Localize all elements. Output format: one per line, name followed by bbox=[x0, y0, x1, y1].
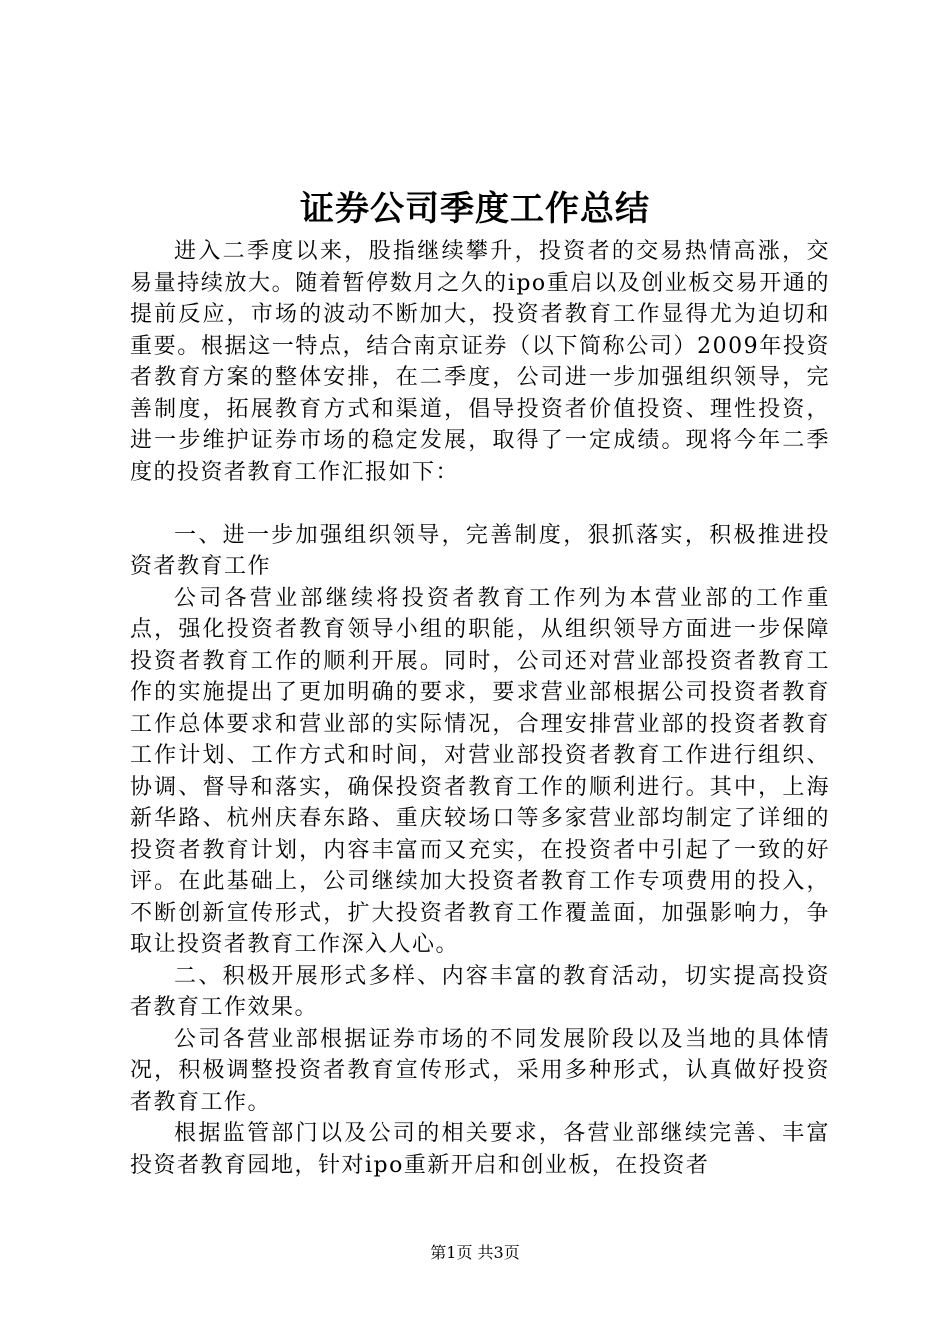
paragraph-intro: 进入二季度以来，股指继续攀升，投资者的交易热情高涨，交易量持续放大。随着暂停数月之久的ipo重启以及创业板交易开通的提前反应，市场的波动不断加大，投资者教育工作显得尤为迫切和重要。根据这一特点，结合南京证券（以下简称公司）2009年投资者教育方案的整体安排，在二季度，公司进一步加强组织领导，完善制度，拓展教育方式和渠道，倡导投资者价值投资、理性投资，进一步维护证券市场的稳定发展，取得了一定成绩。现将今年二季度的投资者教育工作汇报如下： bbox=[130, 239, 830, 485]
document-body bbox=[130, 236, 830, 1181]
document-title: 证券公司季度工作总结 bbox=[300, 189, 650, 229]
paragraph-section-1: 公司各营业部继续将投资者教育工作列为本营业部的工作重点，强化投资者教育领导小组的职能，从组织领导方面进一步保障投资者教育工作的顺利开展。同时，公司还对营业部投资者教育工作的实施提出了更加明确的要求，要求营业部根据公司投资者教育工作总体要求和营业部的实际情况，合理安排营业部的投资者教育工作计划、工作方式和时间，对营业部投资者教育工作进行组织、协调、督导和落实，确保投资者教育工作的顺利进行。其中，上海新华路、杭州庆春东路、重庆较场口等多家营业部均制定了详细的投资者教育计划，内容丰富而又充实，在投资者中引起了一致的好评。在此基础上，公司继续加大投资者教育工作专项费用的投入，不断创新宣传形式，扩大投资者教育工作覆盖面，加强影响力，争取让投资者教育工作深入人心。 bbox=[130, 585, 830, 957]
section-heading-1: 一、进一步加强组织领导，完善制度，狠抓落实，积极推进投资者教育工作 bbox=[130, 522, 830, 579]
section-heading-2: 二、积极开展形式多样、内容丰富的教育活动，切实提高投资者教育工作效果。 bbox=[130, 963, 830, 1020]
paragraph-section-2b: 根据监管部门以及公司的相关要求，各营业部继续完善、丰富投资者教育园地，针对ipo重新开启和创业板，在投资者 bbox=[130, 1121, 830, 1178]
page-number-footer: 第1页 共3页 bbox=[430, 1243, 520, 1262]
paragraph-spacer bbox=[130, 488, 830, 520]
paragraph-section-2a: 公司各营业部根据证券市场的不同发展阶段以及当地的具体情况，积极调整投资者教育宣传形式，采用多种形式，认真做好投资者教育工作。 bbox=[130, 1026, 830, 1115]
